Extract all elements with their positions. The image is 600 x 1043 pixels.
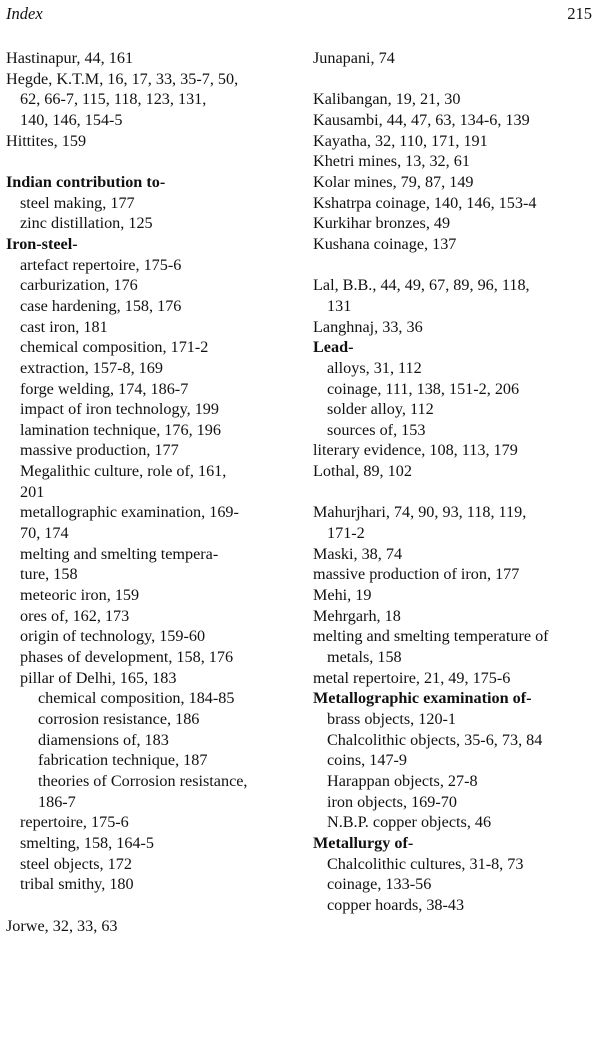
index-heading: Lead- bbox=[313, 338, 354, 357]
index-spacer bbox=[6, 151, 296, 172]
index-subentry: 62, 66-7, 115, 118, 123, 131, bbox=[20, 90, 207, 109]
index-entry: Lothal, 89, 102 bbox=[313, 462, 412, 481]
index-subentry: 131 bbox=[327, 296, 352, 315]
index-spacer bbox=[313, 255, 600, 276]
index-subentry: iron objects, 169-70 bbox=[327, 792, 457, 811]
index-entry: Khetri mines, 13, 32, 61 bbox=[313, 152, 470, 171]
index-subentry: lamination technique, 176, 196 bbox=[20, 420, 221, 439]
index-subentry: solder alloy, 112 bbox=[327, 400, 434, 419]
index-subentry: massive production, 177 bbox=[20, 441, 179, 460]
index-entry: Mehi, 19 bbox=[313, 586, 372, 605]
index-subentry: coinage, 133-56 bbox=[327, 875, 432, 894]
index-subentry: extraction, 157-8, 169 bbox=[20, 358, 163, 377]
index-subentry: ores of, 162, 173 bbox=[20, 606, 130, 625]
index-subentry: alloys, 31, 112 bbox=[327, 358, 422, 377]
index-spacer bbox=[6, 895, 296, 916]
index-subentry: steel making, 177 bbox=[20, 193, 135, 212]
index-entry: Kurkihar bronzes, 49 bbox=[313, 214, 451, 233]
index-entry: Hittites, 159 bbox=[6, 131, 87, 150]
index-subentry: smelting, 158, 164-5 bbox=[20, 833, 154, 852]
index-subentry: metals, 158 bbox=[327, 648, 402, 667]
index-subentry: case hardening, 158, 176 bbox=[20, 296, 182, 315]
index-subentry: 140, 146, 154-5 bbox=[20, 110, 123, 129]
index-entry: Kausambi, 44, 47, 63, 134-6, 139 bbox=[313, 110, 530, 129]
index-entry: Kushana coinage, 137 bbox=[313, 234, 457, 253]
index-subentry: meteoric iron, 159 bbox=[20, 586, 140, 605]
index-subentry: 171-2 bbox=[327, 524, 365, 543]
index-entry: Langhnaj, 33, 36 bbox=[313, 317, 423, 336]
index-subentry: fabrication technique, 187 bbox=[38, 751, 208, 770]
index-entry: Lal, B.B., 44, 49, 67, 89, 96, 118, bbox=[313, 276, 530, 295]
index-subentry: cast iron, 181 bbox=[20, 317, 108, 336]
running-head: Index bbox=[6, 4, 43, 23]
index-entry: Kalibangan, 19, 21, 30 bbox=[313, 90, 461, 109]
index-entry: Kayatha, 32, 110, 171, 191 bbox=[313, 131, 488, 150]
index-entry: Mahurjhari, 74, 90, 93, 118, 119, bbox=[313, 503, 527, 522]
index-subentry: carburization, 176 bbox=[20, 276, 138, 295]
index-subentry: Megalithic culture, role of, 161, bbox=[20, 462, 227, 481]
index-subentry: brass objects, 120-1 bbox=[327, 710, 457, 728]
index-entry: Junapani, 74 bbox=[313, 49, 395, 67]
index-subentry: origin of technology, 159-60 bbox=[20, 627, 206, 646]
index-subentry: Chalcolithic objects, 35-6, 73, 84 bbox=[327, 730, 543, 749]
index-entry: Hegde, K.T.M, 16, 17, 33, 35-7, 50, bbox=[6, 69, 239, 88]
index-entry: massive production of iron, 177 bbox=[313, 565, 520, 584]
index-subentry: zinc distillation, 125 bbox=[20, 214, 153, 233]
index-entry: Hastinapur, 44, 161 bbox=[6, 49, 134, 67]
index-subentry: impact of iron technology, 199 bbox=[20, 400, 219, 419]
index-heading: Iron-steel- bbox=[6, 234, 78, 253]
index-entry: Mehrgarh, 18 bbox=[313, 606, 401, 625]
index-subentry: theories of Corrosion resistance, bbox=[38, 771, 248, 790]
index-subentry: chemical composition, 171-2 bbox=[20, 338, 209, 357]
index-entry: metal repertoire, 21, 49, 175-6 bbox=[313, 668, 511, 687]
index-subentry: coinage, 111, 138, 151-2, 206 bbox=[327, 379, 520, 398]
index-entry: Kolar mines, 79, 87, 149 bbox=[313, 172, 474, 191]
index-subentry: chemical composition, 184-85 bbox=[38, 689, 235, 708]
index-spacer bbox=[313, 69, 600, 90]
index-subentry: Chalcolithic cultures, 31-8, 73 bbox=[327, 854, 524, 873]
index-subentry: steel objects, 172 bbox=[20, 854, 132, 873]
index-subentry: pillar of Delhi, 165, 183 bbox=[20, 668, 177, 687]
index-entry: Jorwe, 32, 33, 63 bbox=[6, 916, 118, 935]
index-subentry: ture, 158 bbox=[20, 565, 78, 584]
page-number: 215 bbox=[567, 4, 592, 23]
index-heading: Metallurgy of- bbox=[313, 833, 414, 852]
index-subentry: Harappan objects, 27-8 bbox=[327, 771, 478, 790]
index-subentry: sources of, 153 bbox=[327, 420, 426, 439]
index-subentry: N.B.P. copper objects, 46 bbox=[327, 813, 492, 832]
index-subentry: tribal smithy, 180 bbox=[20, 875, 134, 894]
index-entry: Maski, 38, 74 bbox=[313, 544, 403, 563]
index-subentry: coins, 147-9 bbox=[327, 751, 408, 770]
index-subentry: 186-7 bbox=[38, 792, 76, 811]
index-column-right bbox=[313, 48, 600, 916]
index-subentry: artefact repertoire, 175-6 bbox=[20, 255, 182, 274]
index-subentry: 201 bbox=[20, 482, 45, 501]
index-subentry: phases of development, 158, 176 bbox=[20, 648, 234, 667]
index-heading: Indian contribution to- bbox=[6, 172, 166, 191]
index-spacer bbox=[313, 482, 600, 503]
index-heading: Metallographic examination of- bbox=[313, 689, 532, 708]
index-subentry: diamensions of, 183 bbox=[38, 730, 169, 749]
index-column-left bbox=[6, 48, 296, 936]
index-subentry: metallographic examination, 169- bbox=[20, 503, 239, 522]
index-entry: Kshatrpa coinage, 140, 146, 153-4 bbox=[313, 193, 537, 212]
index-subentry: 70, 174 bbox=[20, 524, 69, 543]
page-header bbox=[0, 0, 600, 40]
index-subentry: repertoire, 175-6 bbox=[20, 813, 129, 832]
index-subentry: melting and smelting tempera- bbox=[20, 544, 219, 563]
index-entry: literary evidence, 108, 113, 179 bbox=[313, 441, 518, 460]
index-subentry: corrosion resistance, 186 bbox=[38, 710, 200, 728]
index-subentry: forge welding, 174, 186-7 bbox=[20, 379, 189, 398]
index-entry: melting and smelting temperature of bbox=[313, 627, 549, 646]
index-subentry: copper hoards, 38-43 bbox=[327, 895, 465, 914]
